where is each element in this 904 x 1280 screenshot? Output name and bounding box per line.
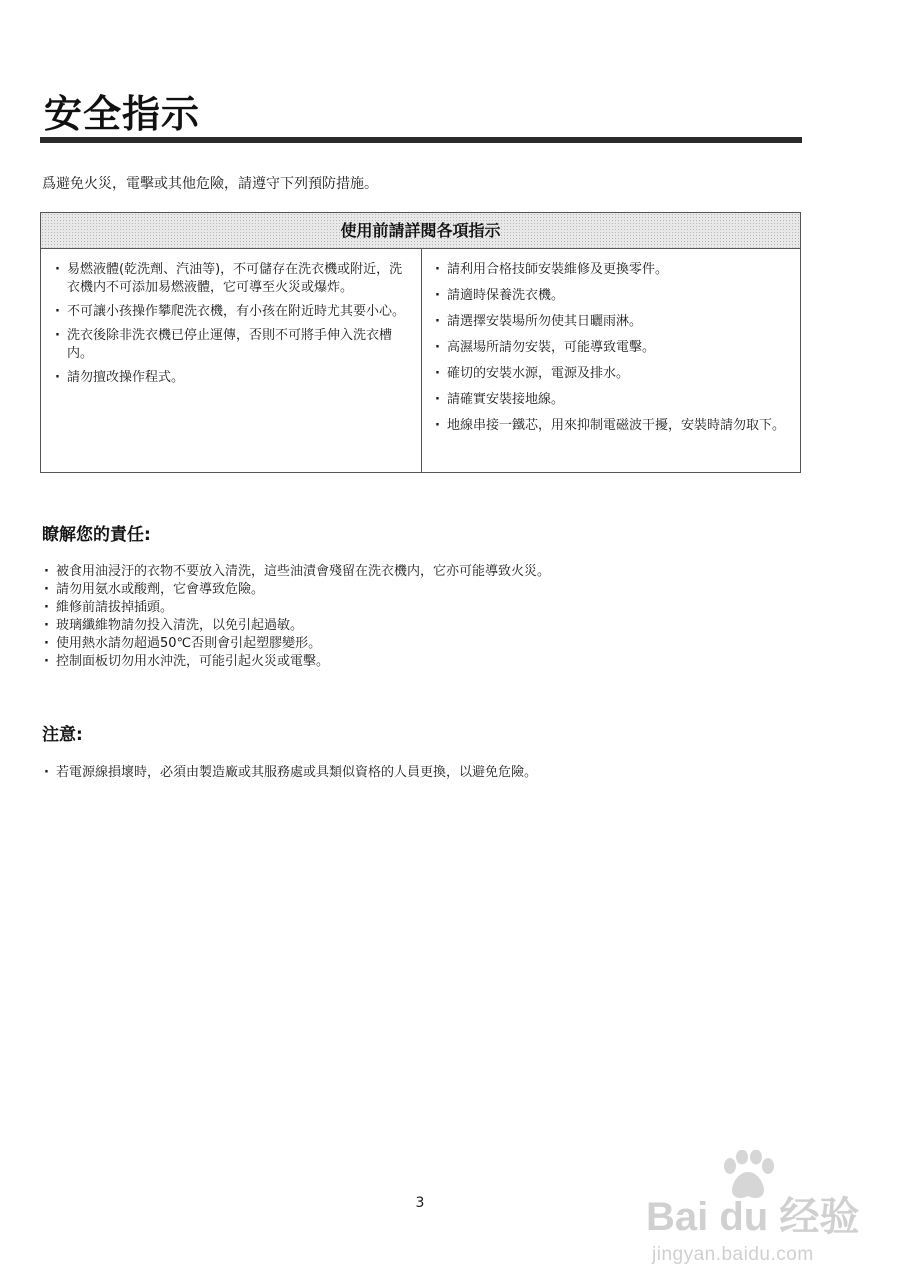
list-item: · 高濕場所請勿安裝，可能導致電擊。 (435, 339, 790, 357)
list-item: · 若電源線損壞時，必須由製造廠或其服務處或具類似資格的人員更換，以避免危險。 (44, 764, 537, 782)
responsibility-heading: 瞭解您的責任: (42, 525, 151, 545)
list-item: · 被食用油浸汙的衣物不要放入清洗，這些油漬會殘留在洗衣機内，它亦可能導致火災。 (44, 563, 550, 581)
page-title: 安全指示 (44, 92, 201, 136)
list-item: · 洗衣後除非洗衣機已停止運傳，否則不可將手伸入洗衣槽内。 (55, 327, 410, 363)
baidu-watermark (646, 1150, 886, 1270)
list-item: · 玻璃纖維物請勿投入清洗，以免引起過敏。 (44, 617, 550, 635)
title-rule (40, 137, 802, 143)
watermark-url: jingyan.baidu.com (652, 1244, 814, 1265)
list-item: · 請勿用氨水或酸劑，它會導致危險。 (44, 581, 550, 599)
list-item: · 易燃液體(乾洗劑、汽油等)，不可儲存在洗衣機或附近，洗衣機内不可添加易燃液體，它可導至火災或爆炸。 (55, 261, 410, 297)
list-item: · 不可讓小孩操作攀爬洗衣機，有小孩在附近時尤其要小心。 (55, 303, 410, 321)
caution-list (44, 764, 537, 782)
list-item: · 使用熱水請勿超過50℃否則會引起塑膠變形。 (44, 635, 550, 653)
list-item: · 確切的安裝水源，電源及排水。 (435, 365, 790, 383)
list-item: · 請適時保養洗衣機。 (435, 287, 790, 305)
list-item: · 請確實安裝接地線。 (435, 391, 790, 409)
responsibility-list (44, 563, 550, 671)
watermark-brand: Bai du 经验 (646, 1195, 860, 1239)
list-item: · 請利用合格技師安裝維修及更換零件。 (435, 261, 790, 279)
precautions-left-list (55, 261, 410, 393)
precautions-right-list (435, 261, 790, 443)
column-divider (421, 248, 422, 472)
precautions-box (40, 212, 801, 473)
precautions-header: 使用前請詳閱各項指示 (41, 213, 800, 249)
list-item: · 地線串接一鐵芯，用來抑制電磁波干擾，安裝時請勿取下。 (435, 417, 790, 435)
intro-text: 爲避免火災，電擊或其他危險，請遵守下列預防措施。 (42, 176, 378, 192)
list-item: · 請勿擅改操作程式。 (55, 369, 410, 387)
list-item: · 維修前請拔掉插頭。 (44, 599, 550, 617)
page-number: 3 (415, 1195, 425, 1211)
list-item: · 控制面板切勿用水沖洗，可能引起火災或電擊。 (44, 653, 550, 671)
caution-heading: 注意: (42, 725, 83, 745)
list-item: · 請選擇安裝場所勿使其日曬雨淋。 (435, 313, 790, 331)
